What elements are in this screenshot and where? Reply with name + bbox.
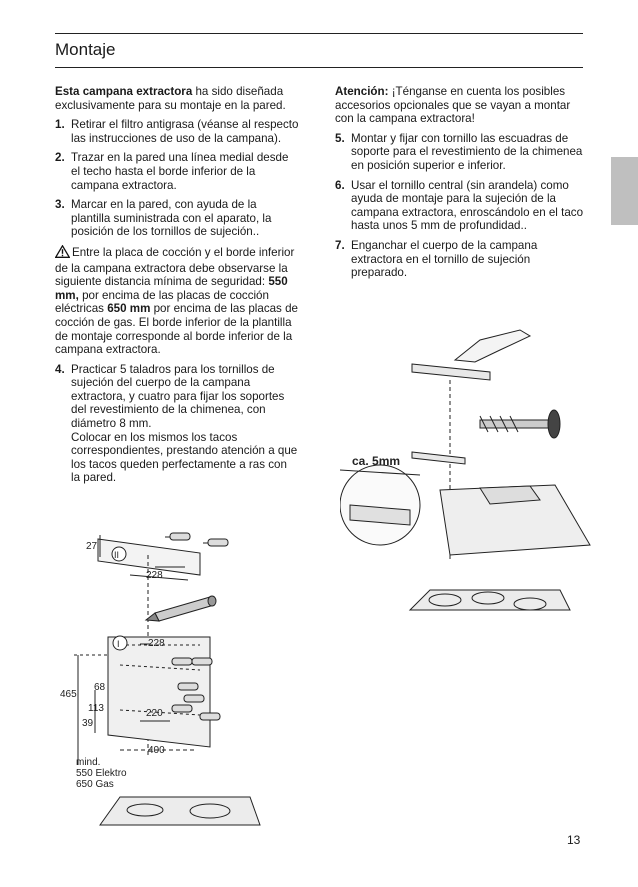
screw-icon: [480, 410, 560, 438]
warning-text-3: por encima de las placas de cocción de gas. El borde inferior de la plantilla de montaje corresponde al borde inferior de la campana extractora.: [55, 302, 298, 357]
attention-text: ¡Ténganse en cuenta los posibles accesorios opcionales que se vayan a montar con la campana extractora!: [335, 85, 571, 126]
pencil-icon: [146, 596, 216, 621]
label-650-gas: 650 Gas: [76, 779, 114, 790]
dowel-icon: [184, 695, 204, 702]
step-number: 1.: [55, 118, 65, 132]
warning-bold-1: 550 mm,: [55, 275, 288, 302]
step-2: [55, 151, 299, 192]
dim-27: 27: [86, 541, 98, 552]
dim-39: 39: [82, 718, 94, 729]
label-550-elektro: 550 Elektro: [76, 768, 127, 779]
header-top-rule: [55, 33, 583, 34]
step-text-cont: Colocar en los mismos los tacos correspondientes, prestando atención a que los tacos queden perfectamente a ras con la pared.: [71, 430, 298, 485]
dowel-icon: [200, 713, 220, 720]
step-text: Retirar el filtro antigrasa (véanse al respecto las instrucciones de uso de la campana).: [71, 118, 299, 145]
attention-paragraph: [335, 85, 585, 126]
template-sheet: [108, 637, 210, 747]
dowel-icon: [192, 658, 212, 665]
cooktop: [410, 590, 570, 610]
step-4: [55, 363, 299, 485]
step-number: 7.: [335, 238, 345, 252]
step-text: Marcar en la pared, con ayuda de la plantilla suministrada con el aparato, la posición de los tornillos de sujeción..: [71, 198, 272, 239]
dim-465: 465: [60, 689, 77, 700]
section-tab: [611, 157, 638, 225]
dowel-icon: [165, 533, 190, 540]
cooktop: [100, 797, 260, 825]
step-number: 4.: [55, 362, 65, 376]
upper-bracket: [412, 364, 490, 380]
dim-400: 400: [148, 745, 165, 756]
hood-mounting-figure: [340, 320, 600, 625]
intro-paragraph: [55, 85, 299, 112]
dowel-icon: [172, 658, 192, 665]
warning-paragraph: [55, 245, 299, 357]
dim-113: 113: [88, 703, 104, 714]
step-number: 3.: [55, 198, 65, 212]
page-number: 13: [567, 833, 581, 847]
mounting-template-figure: [60, 525, 320, 827]
dim-228-lower: 228: [148, 638, 165, 649]
step-text: Trazar en la pared una línea medial desde el techo hasta el borde inferior de la campana extractora.: [71, 151, 289, 192]
attention-bold: Atención:: [335, 85, 389, 98]
dowel-icon: [172, 705, 192, 712]
warning-text-1: Entre la placa de cocción y el borde inferior de la campana extractora debe observarse la siguiente distancia mínima de seguridad:: [55, 245, 295, 289]
lower-bracket: [412, 452, 465, 464]
mark-ii: II: [114, 550, 120, 560]
page-title: Montaje: [55, 40, 116, 59]
step-text: Practicar 5 taladros para los tornillos de sujeción del cuerpo de la campana extractora, y cuatro para fijar los soportes del revestimiento de la chimenea, con diámetro 8 mm.: [71, 362, 285, 431]
step-text: Montar y fijar con tornillo las escuadras de soporte para el revestimiento de la chimenea en posición superior e inferior.: [351, 131, 583, 172]
intro-bold: Esta campana extractora: [55, 85, 193, 98]
step-number: 6.: [335, 178, 345, 192]
dim-228-upper: 228: [146, 570, 163, 581]
dowel-icon: [203, 539, 228, 546]
step-number: 2.: [55, 151, 65, 165]
header-bottom-rule: [55, 67, 583, 68]
step-7: [335, 239, 585, 280]
warning-text-2: por encima de las placas de cocción eléctricas: [55, 288, 269, 316]
step-text: Enganchar el cuerpo de la campana extractora en el tornillo de sujeción preparado.: [351, 238, 538, 280]
step-number: 5.: [335, 131, 345, 145]
dim-220: 220: [146, 708, 163, 719]
step-5: [335, 132, 585, 173]
step-text: Usar el tornillo central (sin arandela) como ayuda de montaje para la sujeción de la campana extractora, enroscándolo en el taco hasta unos 5 mm de profundidad..: [351, 178, 584, 233]
left-column: [55, 85, 299, 491]
right-column: [335, 85, 585, 286]
label-ca-5mm: ca. 5mm: [352, 454, 401, 468]
dowel-icon: [178, 683, 198, 690]
step-3: [55, 198, 299, 239]
mark-i-circle: [113, 636, 127, 650]
hand-icon: [455, 330, 530, 362]
step-6: [335, 179, 585, 233]
warning-triangle-icon: [55, 245, 70, 262]
step-1: [55, 118, 299, 145]
dim-68: 68: [94, 682, 106, 693]
intro-text: ha sido diseñada exclusivamente para su montaje en la pared.: [55, 85, 286, 112]
label-mind: mind.: [76, 757, 101, 768]
mark-i: I: [117, 639, 120, 649]
warning-bold-2: 650 mm: [107, 302, 151, 316]
